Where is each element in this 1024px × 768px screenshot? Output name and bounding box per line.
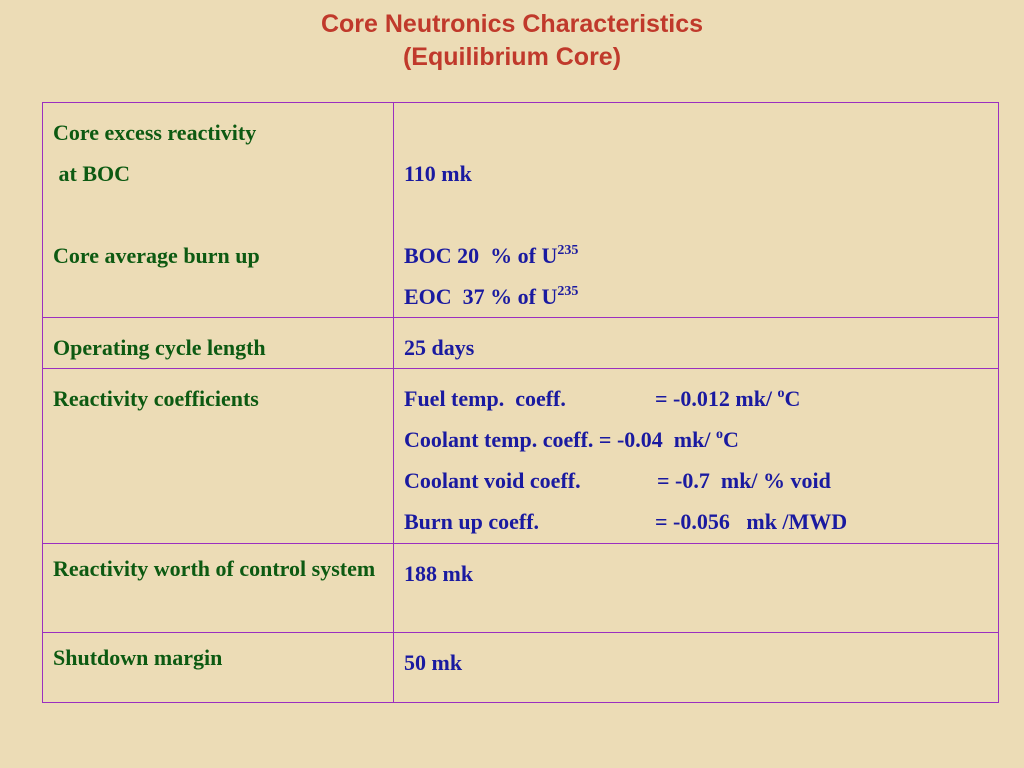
table-row (43, 633, 999, 703)
label-operating-cycle-length: Operating cycle length (43, 318, 394, 369)
label-at-boc: at BOC (53, 161, 130, 186)
label-shutdown-margin: Shutdown margin (43, 633, 394, 703)
label-reactivity-worth-control-system: Reactivity worth of control system (43, 544, 394, 633)
table-row (43, 103, 999, 318)
value-excess-reactivity: 110 mk (404, 161, 472, 186)
label-core-excess-reactivity: Core excess reactivity (53, 120, 257, 145)
coolant-void-coeff: Coolant void coeff. = -0.7 mk/ % void (404, 468, 831, 493)
slide-title (0, 8, 1024, 74)
label-core-average-burn-up: Core average burn up (53, 243, 260, 268)
burn-up-coeff: Burn up coeff. = -0.056 mk /MWD (404, 509, 848, 534)
table-row (43, 318, 999, 369)
label-cell (43, 103, 394, 318)
label-reactivity-coefficients: Reactivity coefficients (43, 369, 394, 544)
value-shutdown-margin: 50 mk (394, 633, 999, 703)
table-row (43, 544, 999, 633)
table-row (43, 369, 999, 544)
coolant-temp-coeff: Coolant temp. coeff. = -0.04 mk/ $^o$C (404, 427, 739, 452)
title-line-2: (Equilibrium Core) (402, 43, 622, 71)
title-line-1: Core Neutronics Characteristics (320, 10, 704, 38)
value-boc-burnup: BOC 20 % of $U^{235}$ (404, 243, 579, 268)
fuel-temp-coeff: Fuel temp. coeff. = -0.012 mk/ $^o$C (404, 386, 801, 411)
value-reactivity-coefficients (394, 369, 999, 544)
characteristics-table (42, 102, 999, 703)
value-eoc-burnup: EOC 37 % of $U^{235}$ (404, 284, 579, 309)
value-reactivity-worth: 188 mk (394, 544, 999, 633)
value-cell (394, 103, 999, 318)
value-operating-cycle-length: 25 days (394, 318, 999, 369)
